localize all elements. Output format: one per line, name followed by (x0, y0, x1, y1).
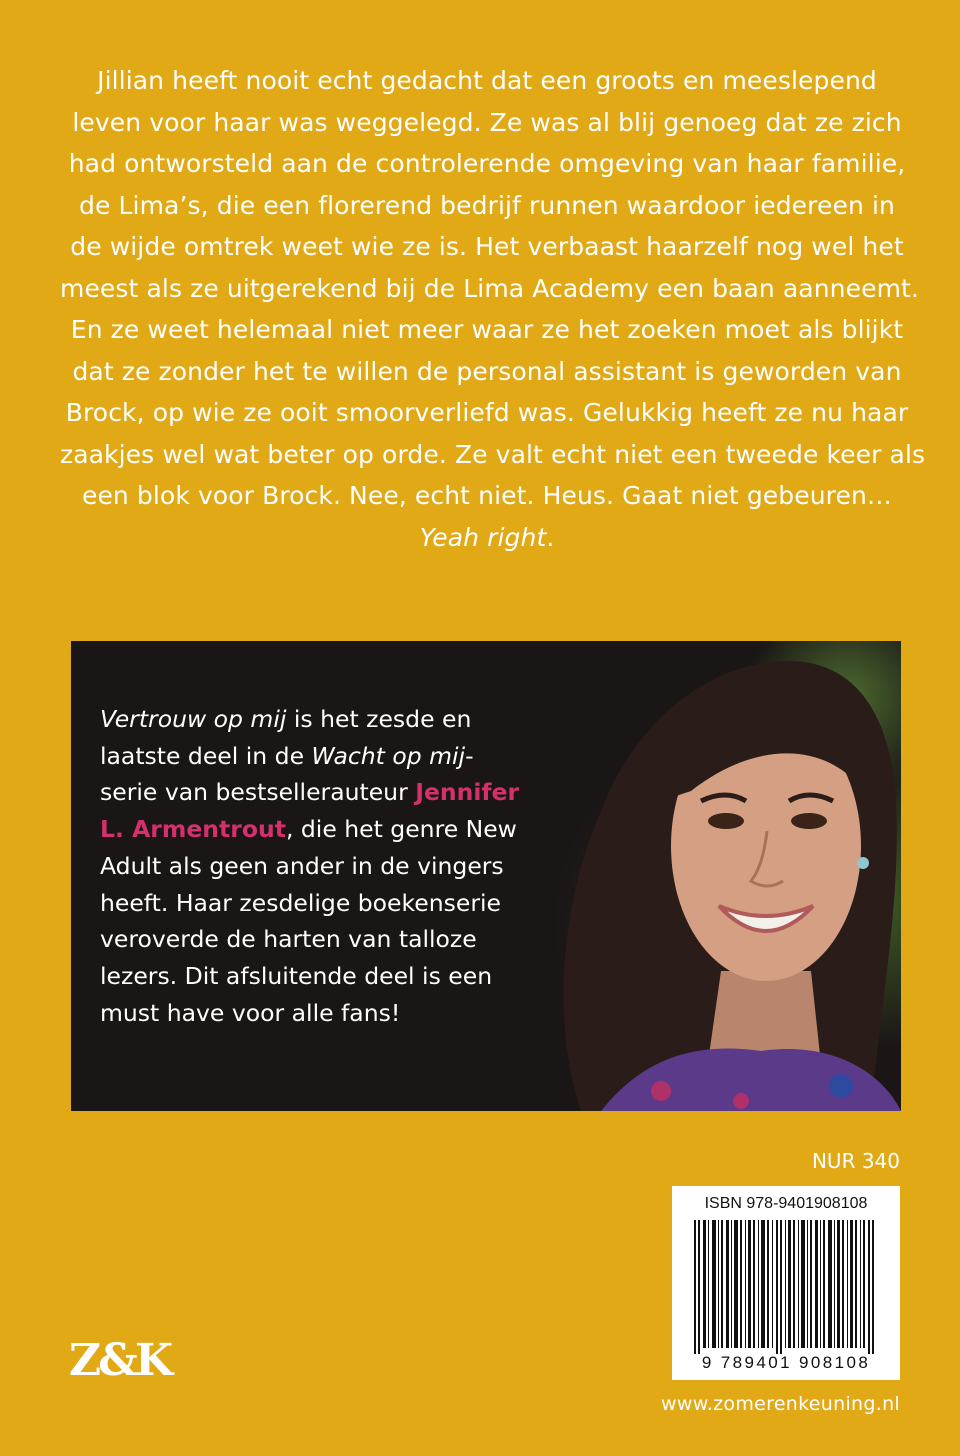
author-line (100, 701, 530, 738)
author-name: L. Armentrout (100, 815, 286, 844)
book-title: Vertrouw op mij (100, 705, 287, 733)
back-cover-blurb (60, 60, 926, 558)
blurb-line: En ze weet helemaal niet meer waar ze het zoeken moet als blijkt (70, 315, 904, 344)
author-line (100, 738, 530, 775)
blurb-closing-italic: Yeah right (419, 522, 547, 552)
author-line: lezers. Dit afsluitende deel is een (100, 961, 493, 990)
isbn-barcode (672, 1186, 900, 1380)
author-line: must have voor alle fans! (100, 998, 401, 1027)
author-line-text: serie van bestsellerauteur (100, 778, 416, 807)
series-title: Wacht op mij (311, 741, 466, 770)
barcode-bars (694, 1220, 878, 1354)
blurb-line: Brock, op wie ze ooit smoorverliefd was. Gelukkig heeft ze nu haar (65, 398, 909, 427)
blurb-line: had ontworsteld aan de controlerende omgeving van haar familie, (68, 149, 906, 178)
blurb-line: dat ze zonder het te willen de personal assistant is geworden van (72, 356, 902, 386)
blurb-line: de Lima’s, die een florerend bedrijf runnen waardoor iedereen in (79, 190, 895, 220)
blurb-line: een blok voor Brock. Nee, echt niet. Heus. Gaat niet gebeuren… (81, 481, 893, 510)
author-photo (541, 641, 901, 1111)
blurb-line: meest als ze uitgerekend bij de Lima Academy een baan aanneemt. (60, 273, 919, 303)
blurb-closing (60, 517, 914, 559)
author-line-text: , die het genre New (285, 815, 517, 844)
author-line: Adult als geen ander in de vingers (100, 851, 504, 880)
author-description (100, 701, 530, 1031)
author-line-text: is het zesde en (286, 705, 472, 733)
blurb-line: Jillian heeft nooit echt gedacht dat een groots en meeslepend (97, 66, 877, 95)
blurb-line: leven voor haar was weggelegd. Ze was al blij genoeg dat ze zich (72, 107, 902, 137)
author-line: veroverde de harten van talloze (100, 925, 477, 954)
publisher-url[interactable]: www.zomerenkeuning.nl (661, 1393, 900, 1415)
author-line-text: - (465, 741, 474, 770)
author-line-text: laatste deel in de (100, 741, 312, 770)
isbn-label: ISBN 978-9401908108 (704, 1195, 868, 1212)
author-portrait-illustration (541, 641, 901, 1111)
barcode-digits: 9 789401 908108 (701, 1353, 871, 1372)
author-line (100, 774, 530, 811)
blurb-line: zaakjes wel wat beter op orde. Ze valt echt niet een tweede keer als (60, 439, 926, 469)
author-name: Jennifer (415, 778, 520, 807)
publisher-logo[interactable]: Z&K (69, 1335, 171, 1386)
blurb-line: de wijde omtrek weet wie ze is. Het verbaast haarzelf nog wel het (70, 232, 904, 261)
author-panel (71, 641, 901, 1111)
author-line: heeft. Haar zesdelige boekenserie (100, 888, 501, 917)
nur-code: NUR 340 (811, 1149, 900, 1173)
blurb-closing-punct: . (546, 522, 555, 552)
author-line (100, 811, 530, 848)
